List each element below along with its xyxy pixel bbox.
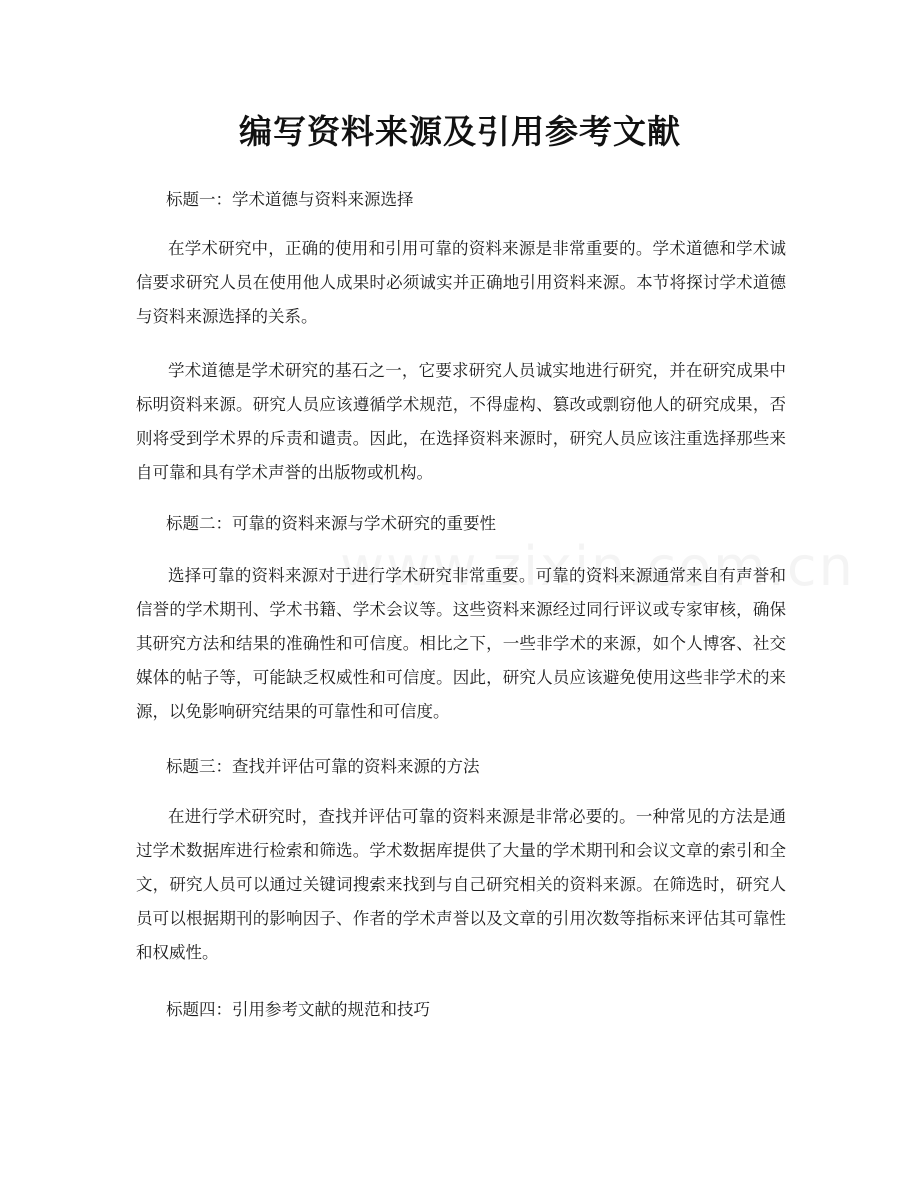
section-heading-4: 标题四：引用参考文献的规范和技巧 [166, 1000, 430, 1019]
section-3-paragraph-1: 在进行学术研究时，查找并评估可靠的资料来源是非常必要的。一种常见的方法是通过学术数据库进行检索和筛选。学术数据库提供了大量的学术期刊和会议文章的索引和全文，研究人员可以通过关键词搜索来找到与自己研究相关的资料来源。在筛选时，研究人员可以根据期刊的影响因子、作者的学术声誉以及文章的引用次数等指标来评估其可靠性和权威性。 [136, 807, 786, 962]
section-1-paragraph-2: 学术道德是学术研究的基石之一，它要求研究人员诚实地进行研究，并在研究成果中标明资料来源。研究人员应该遵循学术规范，不得虚构、篡改或剽窃他人的研究成果，否则将受到学术界的斥责和谴责。因此，在选择资料来源时，研究人员应该注重选择那些来自可靠和具有学术声誉的出版物或机构。 [136, 361, 786, 482]
section-2-paragraph-1: 选择可靠的资料来源对于进行学术研究非常重要。可靠的资料来源通常来自有声誉和信誉的学术期刊、学术书籍、学术会议等。这些资料来源经过同行评议或专家审核，确保其研究方法和结果的准确性和可信度。相比之下，一些非学术的来源，如个人博客、社交媒体的帖子等，可能缺乏权威性和可信度。因此，研究人员应该避免使用这些非学术的来源，以免影响研究结果的可靠性和可信度。 [136, 566, 786, 721]
document-title: 编写资料来源及引用参考文献 [239, 112, 681, 151]
section-heading-1: 标题一：学术道德与资料来源选择 [166, 190, 414, 209]
section-1-paragraph-1: 在学术研究中，正确的使用和引用可靠的资料来源是非常重要的。学术道德和学术诚信要求研究人员在使用他人成果时必须诚实并正确地引用资料来源。本节将探讨学术道德与资料来源选择的关系。 [136, 239, 786, 326]
section-heading-3: 标题三：查找并评估可靠的资料来源的方法 [166, 757, 480, 776]
section-heading-2: 标题二：可靠的资料来源与学术研究的重要性 [166, 514, 496, 533]
